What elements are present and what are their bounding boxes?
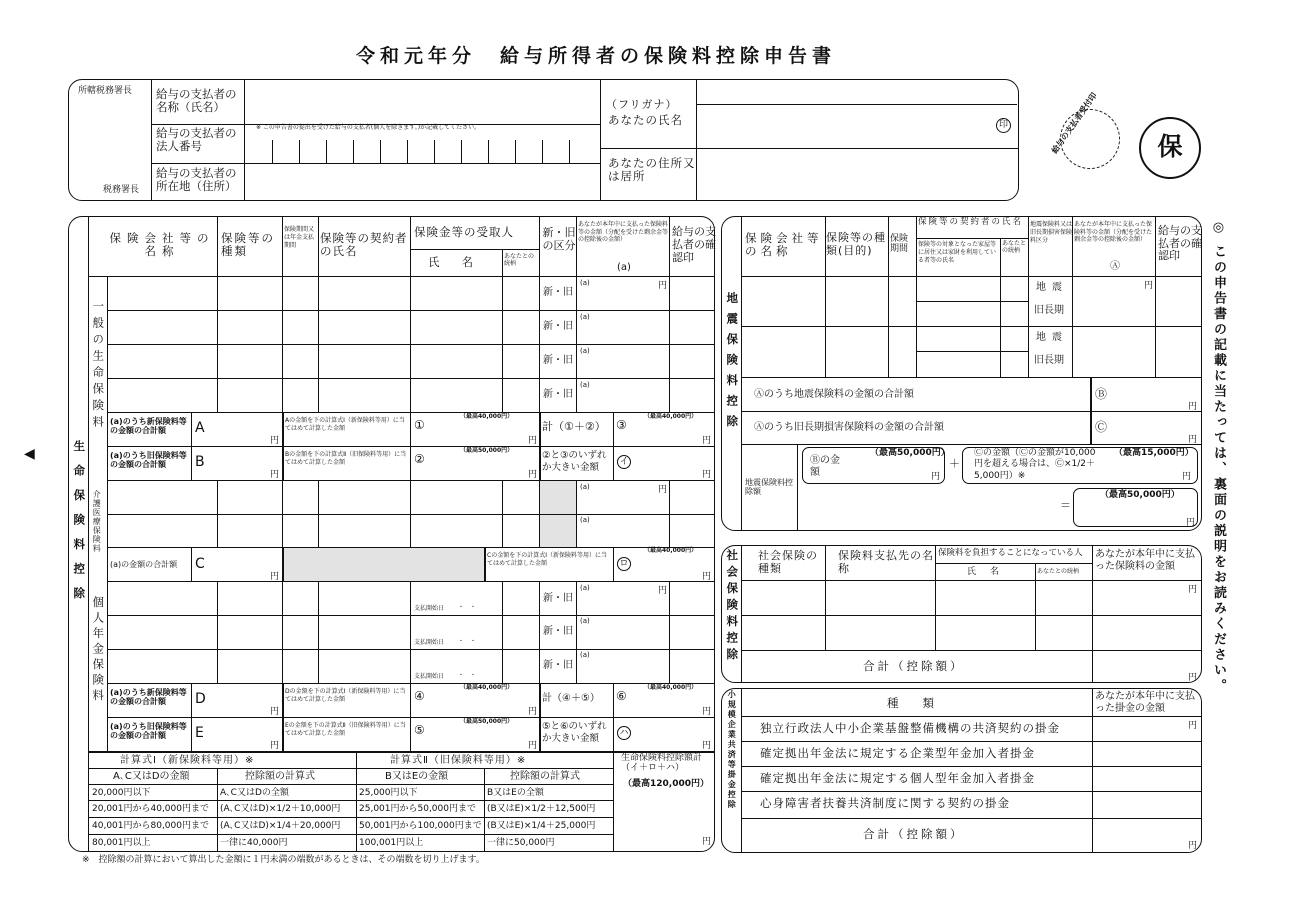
max40-3: （最高40,000円） [644,413,698,420]
letter-E: E [195,725,204,741]
newold-p3[interactable]: 新・旧 [543,660,573,671]
eq-equals: ＝ [1060,499,1071,512]
life-col-paid: あなたが本年中に支払った保険料等の金額（分配を受けた剰余金等の控除後の金額） [578,221,669,243]
sum-care: (a)の金額の合計額 [110,560,178,569]
yen-2: 円 [528,470,538,480]
tax-office-suffix: 税務署長 [103,185,140,195]
yen-D: 円 [270,707,280,717]
max40-6: （最高40,000円） [644,684,698,691]
a-g4: (a) [580,381,590,389]
life-col-name: 氏名 [428,255,495,269]
yen-p1: 円 [658,586,668,596]
smallbiz-label: 小規模企業共済等掛金控除 [727,690,737,810]
f2-col2: 控除額の計算式 [510,771,580,782]
yen-1: 円 [528,436,538,446]
eq-sum-old: Ⓐのうち旧長期損害保険料の金額の合計額 [754,422,944,433]
pay-start-2: 支払開始日 [414,639,445,646]
eq-col-relation: あなたとの続柄 [1002,240,1027,254]
calc-A: Aの金額を下の計算式Ⅰ（新保険料等用）に当てはめて計算した金額 [285,417,405,432]
max50-2: （最高50,000円） [460,447,514,454]
social-col-name: 氏名 [967,567,1014,577]
yen-i: 円 [702,470,712,480]
tax-office-label: 所轄税務署長 [78,86,133,96]
max40-ro: （最高40,000円） [644,547,698,554]
social-col-relation: あなたとの続柄 [1037,568,1080,575]
yen-eqB: 円 [1188,402,1198,412]
payer-number-cells[interactable] [245,136,600,163]
your-address-label: あなたの住所又は居所 [608,156,696,184]
circle4: ④ [414,689,425,703]
life-col-relation: あなたとの続柄 [504,253,535,267]
eq-kind1-a[interactable]: 地震 [1036,282,1068,293]
yen-E: 円 [270,741,280,751]
social-label: 社会保険料控除 [725,549,740,665]
circle6: ⑥ [616,689,627,703]
yen-ro: 円 [702,572,712,582]
yen-eqtotal: 円 [1186,518,1196,528]
f2-r4c1: 100,001円以上 [359,838,424,848]
max40-1: （最高40,000円） [460,413,514,420]
f2-r3c1: 50,001円から100,000円まで [359,821,482,831]
pay-start-1: 支払開始日 [414,605,445,612]
a-p1: (a) [580,584,590,592]
f2-r2c2: (B又はE)×1/2＋12,500円 [487,804,596,814]
newold-p1[interactable]: 新・旧 [543,593,573,604]
yen-3: 円 [702,436,712,446]
eq-kind1-b[interactable]: 地震 [1036,332,1068,343]
circle3: ③ [616,418,627,432]
larger56: ⑤と⑥のいずれか大きい金額 [542,721,607,745]
social-col-type: 社会保険の種類 [758,549,818,575]
yen-ha: 円 [702,741,712,751]
i-mark: イ [617,455,631,469]
yen-4: 円 [528,707,538,717]
life-col-period: 保険期間又は年金支払期間 [284,226,315,249]
smallbiz-row-4: 心身障害者扶養共済制度に関する契約の掛金 [760,796,1010,810]
your-name-field[interactable] [700,106,990,146]
sum-new-pension: (a)のうち新保険料等の金額の合計額 [110,688,187,707]
sum45: 計（④＋⑤） [542,693,600,704]
yen-eqC: 円 [1188,435,1198,445]
sum-new-general: (a)のうち新保険料等の金額の合計額 [110,417,187,436]
footnote: ※ 控除額の計算において算出した金額に１円未満の端数があるときは、その端数を切り上げます。 [82,855,485,865]
sum12: 計（①＋②） [542,420,606,433]
eq-c-amount: Ⓒの金額（Ⓒの金額が10,000円を超える場合は、Ⓒ×1/2＋5,000円）※ [974,448,1096,481]
yen-social1: 円 [1188,585,1198,595]
yen-smallbiz-total: 円 [1188,841,1198,851]
life-col-recipient: 保険金等の受取人 [414,225,514,239]
side-note: ◎ この申告書の記載に当たっては、裏面の説明をお読みください。 [1210,220,1226,695]
eq-kind2-b[interactable]: 旧長期 [1034,355,1064,366]
smallbiz-total: 合計（控除額） [863,827,965,841]
yen-eqc: 円 [1182,472,1192,482]
circle1: ① [414,418,425,432]
a-p2: (a) [580,617,590,625]
ha-mark: ハ [617,726,631,740]
f2-col1: B又はEの金額 [385,771,449,782]
social-col-bearer: 保険料を負担することになっている人 [938,548,1083,558]
arrow-mark: ◀ [24,446,35,462]
f1-title: 計算式Ⅰ（新保険料等用）※ [120,755,255,766]
yen-g1: 円 [658,281,668,291]
eq-col-paid: あなたが本年中に支払った保険料等の金額（分配を受けた剰余金等の控除後の金額） [1074,221,1153,243]
eq-deduction-label: 地震保険料控除額 [745,478,793,497]
eq-mark-B: Ⓑ [1095,387,1108,401]
f2-r3c2: (B又はE)×1/4＋25,000円 [487,821,596,831]
calc-E: Eの金額を下の計算式Ⅱ（旧保険料等用）に当てはめて計算した金額 [285,722,406,737]
newold-g1[interactable]: 新・旧 [543,287,573,298]
f1-r3c1: 40,001円から80,000円まで [92,821,209,831]
a-p3: (a) [580,651,590,659]
calc-D: Dの金額を下の計算式Ⅰ（新保険料等用）に当てはめて計算した金額 [285,688,406,703]
ho-mark: 保 [1139,117,1201,179]
life-col-paid-a: (a) [617,262,631,273]
social-total: 合計（控除額） [863,659,965,673]
pay-dots-3: ・ ・ [458,672,477,679]
payer-number-note: ※ この申告書の提出を受けた給与の支払者(個人を除きます。)が記載してください。 [256,124,481,131]
care-label: 介護医療保険料 [92,490,102,553]
yen-c1: 円 [658,485,668,495]
larger23: ②と③のいずれか大きい金額 [542,450,607,474]
receipt-stamp-label: 給与の支払者受付印 [1050,91,1099,156]
smallbiz-row-2: 確定拠出年金法に規定する企業型年金加入者掛金 [760,746,1035,760]
payer-address-field[interactable] [248,166,596,198]
a-c2: (a) [580,516,590,524]
f1-col2: 控除額の計算式 [245,771,315,782]
yen-A: 円 [270,436,280,446]
eq-col-company: 保険会社等の名称 [745,231,823,259]
newold-g3[interactable]: 新・旧 [543,355,573,366]
payer-address-label: 給与の支払者の所在地（住所） [156,166,237,194]
life-total-label: 生命保険料控除額計（イ＋ロ＋ハ） [621,753,703,774]
pay-dots-2: ・ ・ [458,638,477,645]
letter-B: B [195,454,205,470]
f2-r1c1: 25,000円以下 [359,788,418,798]
pension-label: 個人年金保険料 [91,596,106,705]
f1-r1c2: A､C又はDの全額 [220,788,289,798]
life-col-holder: 保険等の契約者の氏名 [320,231,408,259]
circle5: ⑤ [414,723,425,737]
eq-max15: （最高15,000円） [1114,448,1194,458]
sum-old-pension: (a)のうち旧保険料等の金額の合計額 [110,722,187,741]
calc-C: Cの金額を下の計算式Ⅰ（新保険料等用）に当てはめて計算した金額 [487,552,607,567]
yen-total: 円 [702,837,712,847]
f1-r2c2: (A､C又はD)×1/2＋10,000円 [220,804,341,814]
social-col-payee: 保険料支払先の名称 [838,549,934,575]
a-g3: (a) [580,347,590,355]
eq-plus: ＋ [949,457,960,470]
ro-mark: ロ [617,557,631,571]
letter-A: A [195,420,205,436]
a-g2: (a) [580,313,590,321]
sum-old-general: (a)のうち旧保険料等の金額の合計額 [110,451,187,470]
eq-kind2-a[interactable]: 旧長期 [1034,305,1064,316]
max50-5: （最高50,000円） [460,718,514,725]
life-total-max: （最高120,000円） [623,779,709,789]
receipt-stamp-circle [1060,109,1120,169]
eq-b-amount: Ⓑの金額 [810,455,840,478]
a-g1: (a) [580,279,590,287]
smallbiz-col-kind: 種類 [887,696,958,710]
your-name-label: あなたの氏名 [608,113,683,127]
page-title: 令和元年分 給与所得者の保険料控除申告書 [356,45,837,67]
eq-col-owner: 保険等の対象となった家屋等に居住又は家財を利用している者等の氏名 [918,241,997,264]
newold-g4[interactable]: 新・旧 [543,389,573,400]
smallbiz-row-1: 独立行政法人中小企業基盤整備機構の共済契約の掛金 [760,721,1060,735]
eq-col-type: 保険等の種類(目的) [826,231,886,257]
care-gray-sum [284,548,484,581]
max40-4: （最高40,000円） [460,684,514,691]
smallbiz-col-paid: あなたが本年中に支払った掛金の金額 [1095,691,1195,714]
life-section-text: 生命保険料控除 [72,440,87,612]
newold-p2[interactable]: 新・旧 [543,626,573,637]
f1-col1: A､C又はDの金額 [113,771,190,782]
f1-r4c1: 80,001円以上 [92,838,151,848]
smallbiz-row-3: 確定拠出年金法に規定する個人型年金加入者掛金 [760,771,1035,785]
furigana-label: （フリガナ） [606,98,678,111]
general-label: 一般の生命保険料 [91,300,106,432]
calc-B: Bの金額を下の計算式Ⅱ（旧保険料等用）に当てはめて計算した金額 [285,451,407,466]
eq-col-period: 保険期間 [890,234,909,255]
eq-mark-C: Ⓒ [1095,420,1108,434]
eq-col-paid-A: Ⓐ [1110,261,1120,272]
letter-D: D [195,691,206,707]
yen-C: 円 [270,572,280,582]
life-col-confirm: 給与の支払者の確認印 [672,225,716,265]
yen-smallbiz1: 円 [1188,721,1198,731]
f1-r3c2: (A､C又はD)×1/4＋20,000円 [220,821,341,831]
f1-r2c1: 20,001円から40,000円まで [92,804,209,814]
f2-r4c2: 一律に50,000円 [487,838,555,848]
eq-max50: （最高50,000円） [870,448,950,458]
letter-C: C [195,556,205,572]
payer-name-label: 給与の支払者の名称（氏名） [156,87,237,115]
f2-title: 計算式Ⅱ（旧保険料等用）※ [390,755,527,766]
seal-mark: 印 [996,118,1011,133]
your-address-field[interactable] [700,152,1015,198]
f2-r2c1: 25,001円から50,000円まで [359,804,476,814]
f1-r1c1: 20,000円以下 [92,788,151,798]
life-col-newold: 新・旧の区分 [542,226,576,252]
yen-social-total: 円 [1188,673,1198,683]
pay-dots-1: ・ ・ [458,604,477,611]
a-c1: (a) [580,483,590,491]
f1-r4c2: 一律に40,000円 [220,838,288,848]
social-col-paid: あなたが本年中に支払った保険料の金額 [1095,549,1195,572]
payer-name-field[interactable] [248,82,596,122]
life-col-company: 保険会社等の名称 [109,231,215,259]
f2-r1c2: B又はEの全額 [487,788,544,798]
eq-sum-quake: Ⓐのうち地震保険料の金額の合計額 [754,389,914,400]
yen-6: 円 [702,707,712,717]
eq-col-kind: 地震保険料又は旧長期損害保険料区分 [1030,221,1073,244]
payer-number-label: 給与の支払者の法人番号 [156,126,237,154]
eq-col-holder: 保険等の契約者の氏名 [918,217,1024,227]
newold-g2[interactable]: 新・旧 [543,321,573,332]
earthquake-label: 地震保険料控除 [725,292,740,436]
circle2: ② [414,452,425,466]
yen-B: 円 [270,470,280,480]
pay-start-3: 支払開始日 [414,673,445,680]
yen-eq1: 円 [1144,281,1154,291]
eq-col-confirm: 給与の支払者の確認印 [1158,224,1202,263]
yen-5: 円 [528,741,538,751]
life-col-type: 保険等の種類 [221,231,275,259]
eq-max50b: （最高50,000円） [1100,490,1180,500]
yen-eqb: 円 [931,472,941,482]
